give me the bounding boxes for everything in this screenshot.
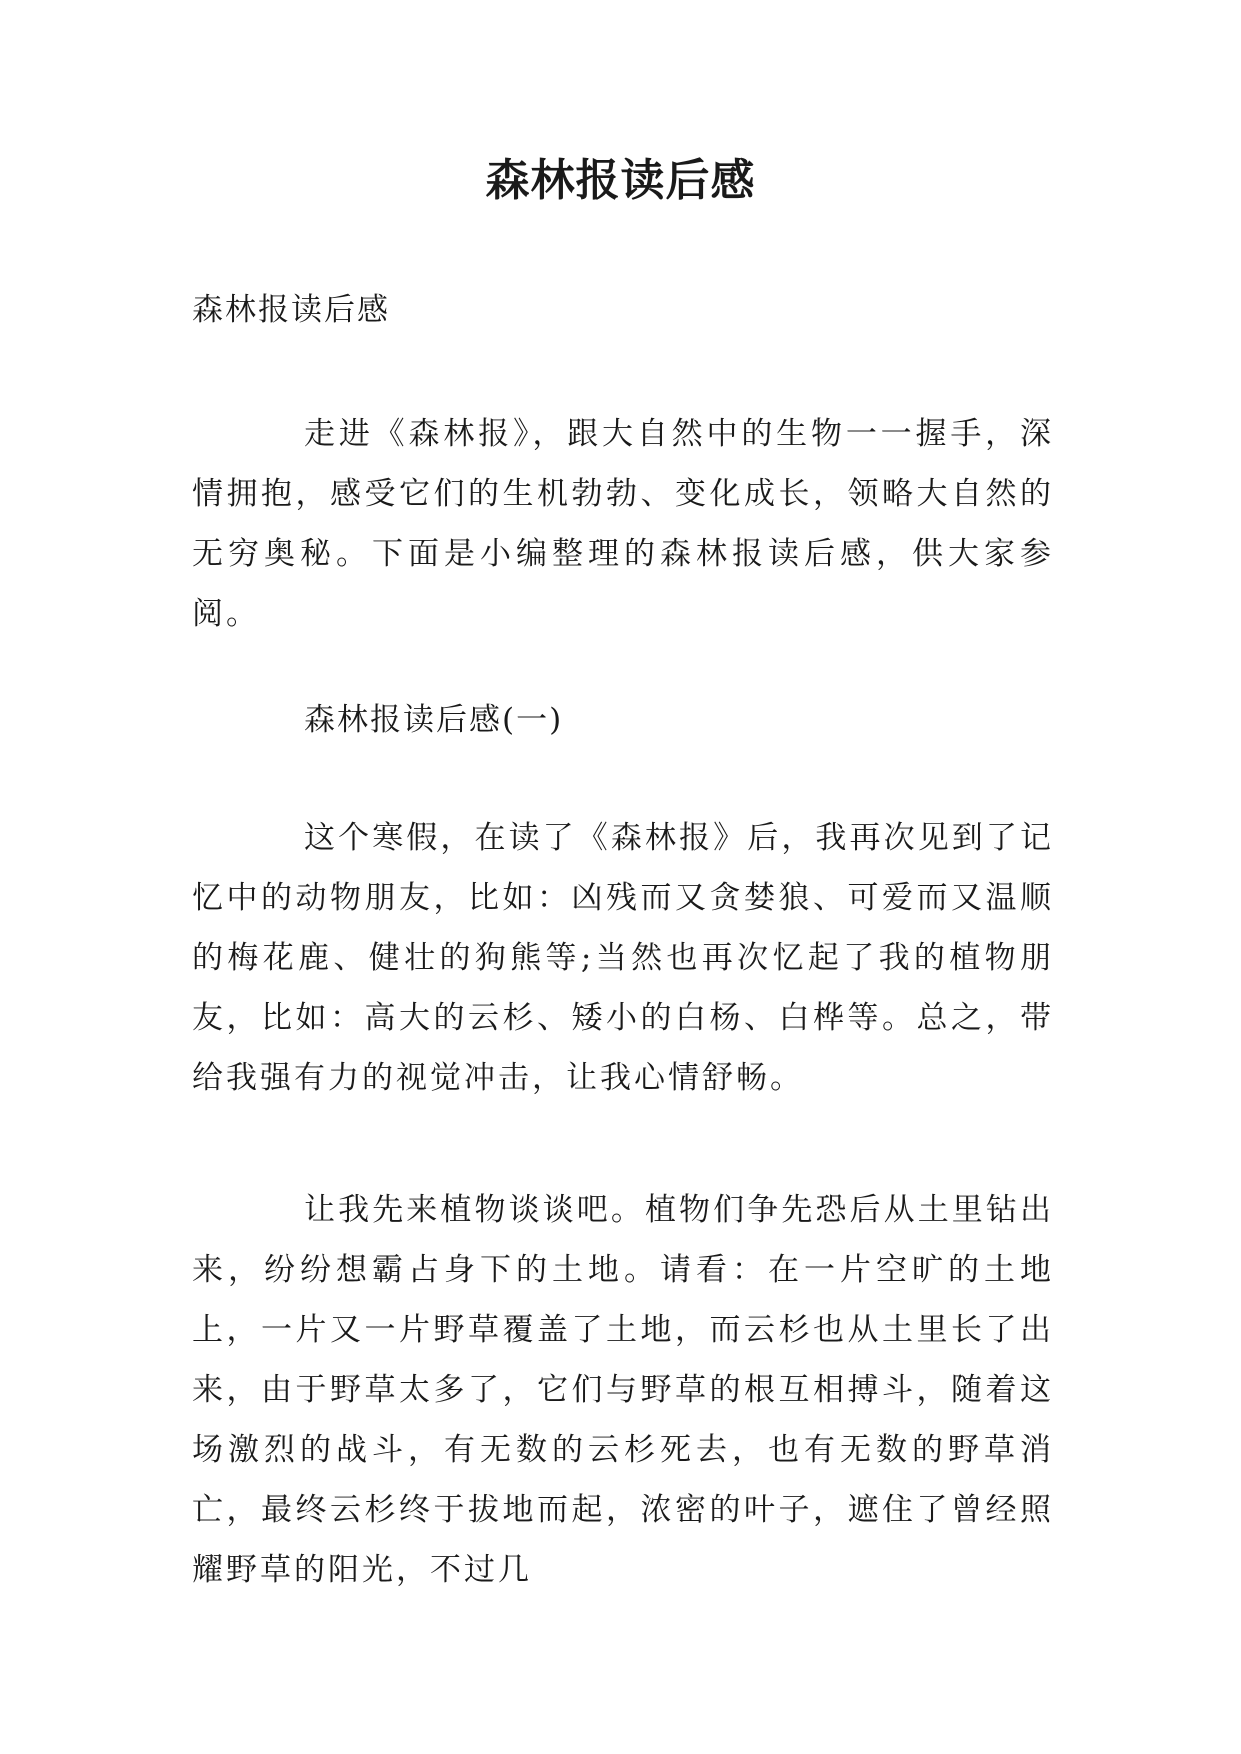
page-title: 森林报读后感 [485,155,756,206]
body-paragraph-2: 让我先来植物谈谈吧。植物们争先恐后从土里钻出来，纷纷想霸占身下的土地。请看：在一片空旷的土地上，一片又一片野草覆盖了土地，而云杉也从土里长了出来，由于野草太多了，它们与野草的根互相搏斗，随着这场激烈的战斗，有无数的云杉死去，也有无数的野草消亡，最终云杉终于拔地而起，浓密的叶子，遮住了曾经照耀野草的阳光，不过几 [192,1192,1054,1588]
document-subtitle: 森林报读后感 [192,292,390,328]
body-paragraph-1: 这个寒假，在读了《森林报》后，我再次见到了记忆中的动物朋友，比如：凶残而又贪婪狼、可爱而又温顺的梅花鹿、健壮的狗熊等;当然也再次忆起了我的植物朋友，比如：高大的云杉、矮小的白杨、白桦等。总之，带给我强有力的视觉冲击，让我心情舒畅。 [192,820,1054,1096]
section-heading: 森林报读后感(一) [304,702,564,738]
intro-paragraph: 走进《森林报》，跟大自然中的生物一一握手，深情拥抱，感受它们的生机勃勃、变化成长，领略大自然的无穷奥秘。下面是小编整理的森林报读后感，供大家参阅。 [192,416,1054,632]
